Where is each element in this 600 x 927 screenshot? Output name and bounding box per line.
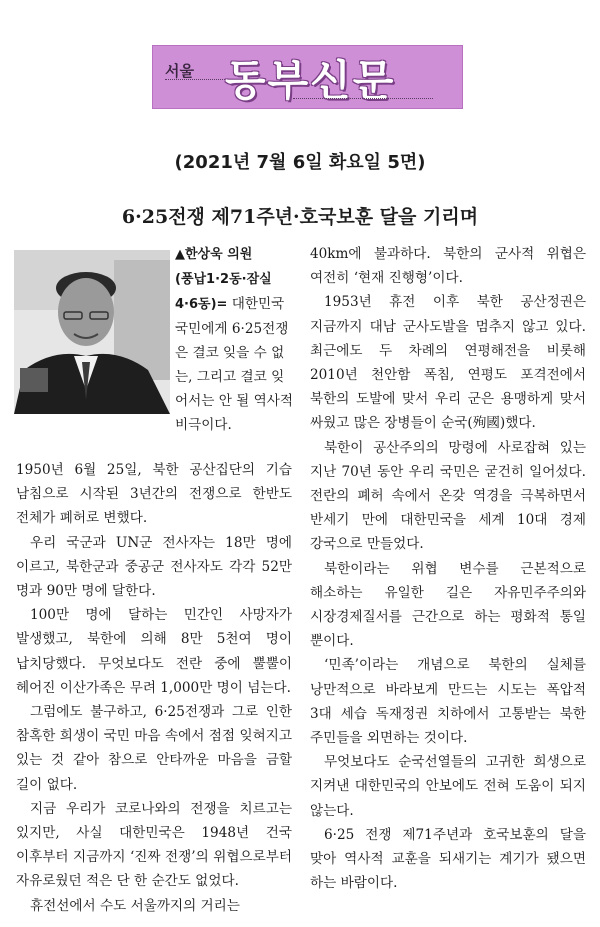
- author-name: ▲한상욱 의원: [175, 247, 253, 262]
- paragraph: 40km에 불과하다. 북한의 군사적 위협은 여전히 ‘현재 진행형’이다.: [310, 246, 586, 287]
- author-photo: [14, 250, 170, 414]
- author-byline: [175, 242, 293, 437]
- paragraph: ‘민족’이라는 개념으로 북한의 실체를 낭만적으로 바라보게 만드는 시도는 폭압적 3대 세습 독재정권 치하에서 고통받는 북한 주민들을 외면하는 것이다.: [310, 657, 586, 747]
- paragraph: 북한이라는 위협 변수를 근본적으로 해소하는 유일한 길은 자유민주주의와 시장경제질서를 근간으로 하는 평화적 통일 뿐이다.: [310, 560, 586, 650]
- masthead-title: 동부신문: [225, 56, 396, 105]
- article-right-column: [310, 242, 586, 895]
- article-lead-text: 대한민국 국민에게 6·25전쟁은 결코 잊을 수 없는, 그리고 결코 잊어서는 안 될 역사적 비극이다.: [175, 296, 294, 433]
- paragraph: 무엇보다도 순국선열들의 고귀한 희생으로 지켜낸 대한민국의 안보에도 전혀 도움이 되지 않는다.: [310, 754, 586, 819]
- masthead-tagline-decoration: [165, 79, 225, 83]
- paragraph: 1950년 6월 25일, 북한 공산집단의 기습 남침으로 시작된 3년간의 전쟁으로 한반도 전체가 폐허로 변했다.: [16, 462, 292, 527]
- author-portrait-image: [14, 250, 170, 414]
- publication-dateline: (2021년 7월 6일 화요일 5면): [174, 152, 426, 173]
- masthead-region-label: 서울: [165, 62, 194, 80]
- paragraph: 북한이 공산주의의 망령에 사로잡혀 있는 지난 70년 동안 우리 국민은 굳건히 일어섰다. 전란의 폐허 속에서 온갖 역경을 극복하면서 반세기 만에 대한민국을 세계 10대 경제 강국으로 만들었다.: [310, 439, 586, 553]
- paragraph: 100만 명에 달하는 민간인 사망자가 발생했고, 북한에 의해 8만 5천여 명이 납치당했다. 무엇보다도 전란 중에 뿔뿔이 헤어진 이산가족은 무려 1,000만 명이 넘는다.: [16, 607, 292, 696]
- author-affiliation: (풍납1·2동·잠실 4·6동)=: [175, 272, 272, 312]
- newspaper-masthead: [152, 45, 463, 109]
- masthead-url-decoration: [293, 98, 433, 102]
- paragraph: 우리 국군과 UN군 전사자는 18만 명에 이르고, 북한군과 중공군 전사자도 각각 52만 명과 90만 명에 달한다.: [16, 534, 292, 600]
- paragraph: 지금 우리가 코로나와의 전쟁을 치르고는 있지만, 사실 대한민국은 1948년 건국 이후부터 지금까지 ‘진짜 전쟁’의 위협으로부터 자유로웠던 적은 단 한 순간도 없었다.: [16, 800, 292, 890]
- paragraph: 그럼에도 불구하고, 6·25전쟁과 그로 인한 참혹한 희생이 국민 마음 속에서 점점 잊혀지고 있는 것 같아 참으로 안타까운 마음을 금할 길이 없다.: [16, 704, 292, 793]
- paragraph: 6·25 전쟁 제71주년과 호국보훈의 달을 맞아 역사적 교훈을 되새기는 계기가 됐으면 하는 바람이다.: [310, 826, 586, 892]
- article-left-column: [16, 458, 292, 918]
- paragraph: 휴전선에서 수도 서울까지의 거리는: [30, 897, 240, 914]
- article-headline: 6·25전쟁 제71주년·호국보훈 달을 기리며: [121, 206, 479, 228]
- paragraph: 1953년 휴전 이후 북한 공산정권은 지금까지 대남 군사도발을 멈추지 않고 있다. 최근에도 두 차례의 연평해전을 비롯해 2010년 천안함 폭침, 연평도 포격전에서 북한의 도발에 맞서 우리 군은 용맹하게 맞서 싸웠고 많은 장병들이 순국(殉國)했다.: [310, 294, 586, 432]
